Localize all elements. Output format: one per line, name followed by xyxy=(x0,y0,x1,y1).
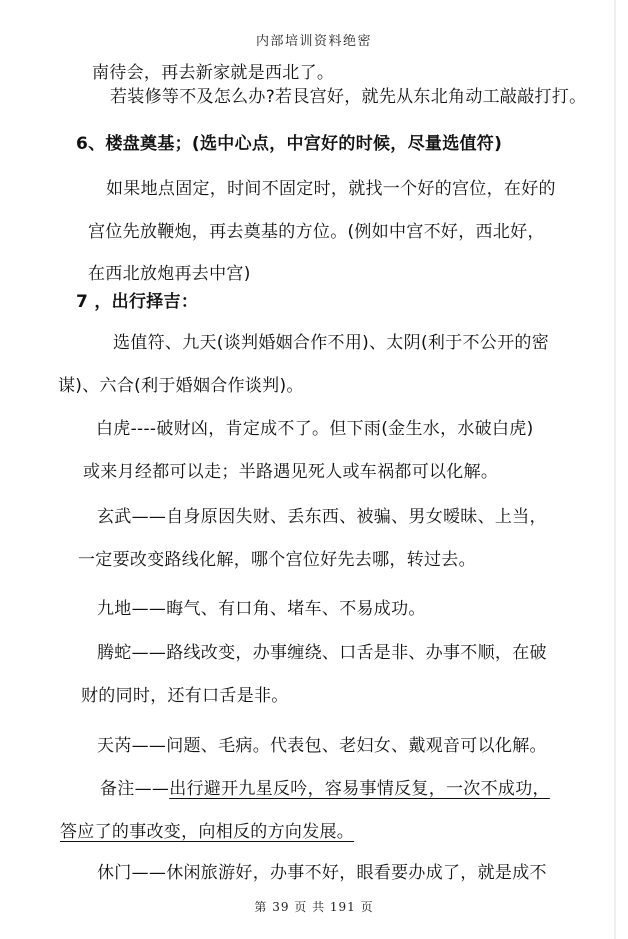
text-line: 财的同时，还有口舌是非。 xyxy=(81,686,289,706)
page-footer: 第 39 页 共 191 页 xyxy=(254,900,374,914)
note-underlined-text: 答应了的事改变，向相反的方向发展。 xyxy=(60,822,355,842)
text-line: 若装修等不及怎么办?若艮宫好，就先从东北角动工敲敲打打。 xyxy=(110,87,587,107)
text-line: 腾蛇——路线改变，办事缠绕、口舌是非、办事不顺，在破 xyxy=(97,643,547,663)
text-line: 宫位先放鞭炮，再去奠基的方位。(例如中宫不好，西北好， xyxy=(88,222,545,242)
text-line: 一定要改变路线化解，哪个宫位好先去哪，转过去。 xyxy=(78,550,476,570)
text-line: 白虎----破财凶，肯定成不了。但下雨(金生水，水破白虎) xyxy=(96,419,534,439)
text-line: 如果地点固定，时间不固定时，就找一个好的宫位，在好的 xyxy=(106,179,556,199)
text-line: 选值符、九天(谈判婚姻合作不用)、太阴(利于不公开的密 xyxy=(113,333,549,353)
note-underlined-text: 出行避开九星反吟，容易事情反复，一次不成功， xyxy=(169,779,550,799)
text-line: 九地——晦气、有口角、堵车、不易成功。 xyxy=(97,599,426,619)
section-heading-6: 6、楼盘奠基；(选中心点，中宫好的时候，尽量选值符) xyxy=(76,134,503,154)
text-line: 玄武——自身原因失财、丢东西、被骗、男女暧昧、上当， xyxy=(97,507,547,527)
section-heading-7: 7 ，出行择吉： xyxy=(76,292,199,312)
note-label: 备注—— xyxy=(100,779,170,799)
text-line: 南待会，再去新家就是西北了。 xyxy=(92,63,335,83)
scan-edge xyxy=(614,0,616,939)
page-header: 内部培训资料绝密 xyxy=(255,34,372,49)
text-line: 或来月经都可以走；半路遇见死人或车祸都可以化解。 xyxy=(83,462,499,482)
text-line: 休门——休闲旅游好，办事不好，眼看要办成了，就是成不 xyxy=(97,863,547,883)
text-line: 谋)、六合(利于婚姻合作谈判)。 xyxy=(58,376,304,396)
text-line: 在西北放炮再去中宫) xyxy=(88,264,251,284)
text-line: 天芮——问题、毛病。代表包、老妇女、戴观音可以化解。 xyxy=(97,736,547,756)
note-line xyxy=(100,778,550,800)
